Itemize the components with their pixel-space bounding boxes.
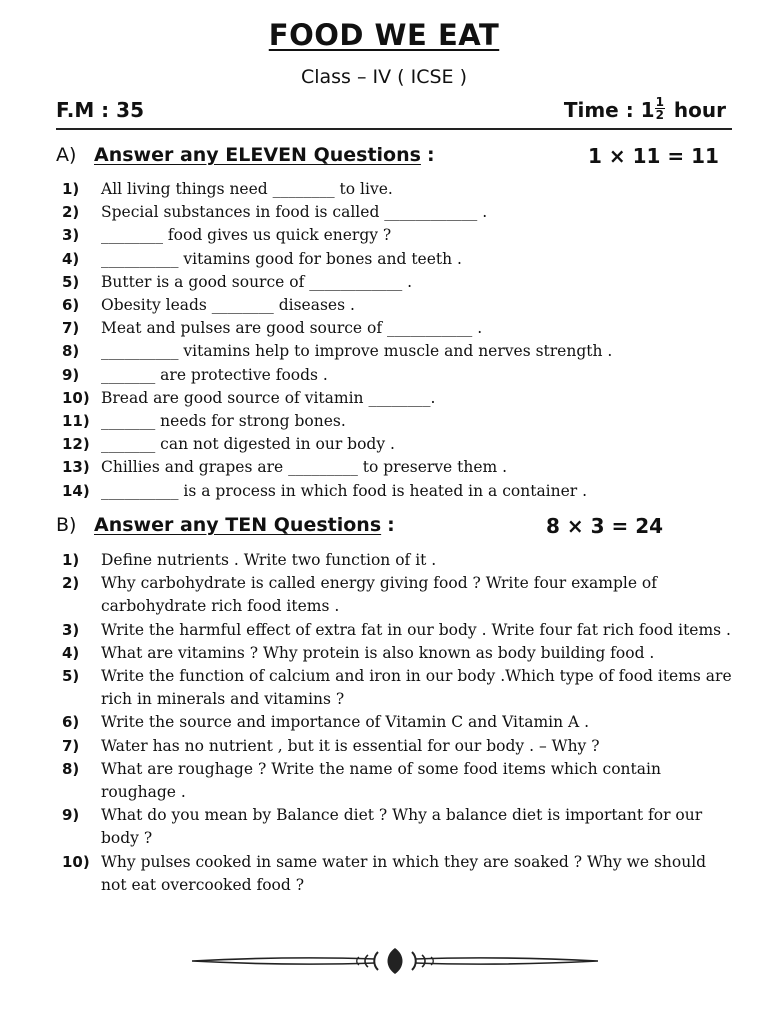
time-allowed: [563, 95, 726, 122]
section-a-questions: [56, 178, 732, 503]
class-line: Class – IV ( ICSE ): [300, 66, 468, 88]
question-text: Water has no nutrient , but it is essential for our body . – Why ?: [101, 736, 600, 755]
question-number: 5): [62, 667, 80, 686]
question-number: 9): [62, 365, 80, 384]
section-b-title: [94, 514, 395, 536]
question-number: 8): [62, 342, 80, 361]
question-item: [56, 619, 732, 642]
section-a-marks: 1 × 11 = 11: [588, 144, 719, 168]
section-a-title: [94, 144, 435, 166]
question-text: __________ vitamins good for bones and teeth .: [101, 249, 462, 268]
question-number: 9): [62, 806, 80, 825]
question-number: 1): [62, 551, 80, 569]
question-item: [56, 271, 732, 294]
time-fraction-denominator: 2: [655, 108, 664, 122]
question-item: [56, 642, 732, 665]
question-item: [56, 201, 732, 224]
question-item: [56, 248, 732, 271]
question-number: 6): [62, 713, 80, 732]
section-a-heading: [56, 144, 732, 172]
question-item: [56, 735, 732, 758]
question-number: 7): [62, 319, 80, 338]
question-number: 1): [62, 180, 80, 198]
question-text: What do you mean by Balance diet ? Why a balance diet is important for our body ?: [101, 806, 703, 848]
question-number: 12): [62, 435, 90, 454]
question-text: Why pulses cooked in same water in which they are soaked ? Why we should not eat overcooked food ?: [101, 852, 707, 894]
question-item: [56, 480, 732, 503]
time-label: Time : 1: [563, 98, 655, 122]
question-number: 3): [62, 620, 80, 639]
question-text: Obesity leads ________ diseases .: [101, 296, 355, 315]
full-marks: F.M : 35: [56, 98, 144, 122]
question-item: [56, 804, 732, 850]
section-b-heading: [56, 514, 732, 542]
question-text: Why carbohydrate is called energy giving food ? Write four example of carbohydrate rich food items .: [101, 574, 657, 616]
section-b-colon: :: [387, 514, 395, 536]
question-item: [56, 549, 732, 572]
section-a-colon: :: [426, 144, 435, 166]
question-number: 2): [62, 574, 80, 593]
question-text: Meat and pulses are good source of ___________ .: [101, 319, 483, 338]
question-item: [56, 758, 732, 804]
question-item: [56, 711, 732, 734]
section-b-questions: [56, 549, 732, 897]
question-number: 3): [62, 226, 80, 245]
time-fraction: [655, 96, 665, 121]
question-text: Butter is a good source of ____________ .: [101, 272, 413, 291]
question-text: Bread are good source of vitamin ________.: [101, 388, 436, 407]
section-a-title-text: Answer any ELEVEN Questions: [94, 144, 421, 166]
question-item: [56, 572, 732, 618]
question-item: [56, 294, 732, 317]
question-item: [56, 433, 732, 456]
question-item: [56, 410, 732, 433]
question-item: [56, 364, 732, 387]
question-number: 4): [62, 249, 80, 268]
question-item: [56, 178, 732, 201]
question-text: Write the source and importance of Vitamin C and Vitamin A .: [101, 713, 590, 732]
question-text: _______ can not digested in our body .: [101, 435, 395, 454]
question-number: 13): [62, 458, 90, 477]
question-text: ________ food gives us quick energy ?: [101, 226, 392, 245]
page-title: FOOD WE EAT: [268, 18, 500, 52]
question-text: __________ is a process in which food is heated in a container .: [101, 481, 588, 500]
question-item: [56, 851, 732, 897]
question-number: 14): [62, 481, 90, 500]
question-number: 11): [62, 412, 90, 431]
section-a-letter: A): [56, 144, 77, 166]
question-text: Define nutrients . Write two function of it .: [101, 551, 437, 569]
question-item: [56, 224, 732, 247]
header-divider: [56, 128, 732, 130]
question-text: _______ are protective foods .: [101, 365, 328, 384]
question-number: 10): [62, 852, 90, 871]
time-unit: hour: [673, 98, 726, 122]
question-number: 4): [62, 643, 80, 662]
question-item: [56, 665, 732, 711]
question-item: [56, 387, 732, 410]
question-item: [56, 340, 732, 363]
question-number: 8): [62, 759, 80, 778]
question-text: __________ vitamins help to improve muscle and nerves strength .: [101, 342, 613, 361]
meta-row: [56, 96, 732, 128]
question-number: 2): [62, 203, 80, 222]
question-number: 6): [62, 296, 80, 315]
section-b-title-text: Answer any TEN Questions: [94, 514, 382, 536]
question-item: [56, 317, 732, 340]
question-text: Write the function of calcium and iron in our body .Which type of food items are rich in minerals and vitamins ?: [101, 667, 732, 709]
section-b-marks: 8 × 3 = 24: [546, 514, 664, 538]
question-text: _______ needs for strong bones.: [101, 412, 346, 431]
question-text: Write the harmful effect of extra fat in our body . Write four fat rich food items .: [101, 620, 731, 639]
question-text: Special substances in food is called ____________ .: [101, 203, 488, 222]
question-text: What are roughage ? Write the name of some food items which contain roughage .: [101, 759, 661, 802]
question-number: 5): [62, 272, 80, 291]
question-text: All living things need ________ to live.: [101, 180, 393, 198]
question-text: What are vitamins ? Why protein is also known as body building food .: [101, 643, 655, 662]
section-b-letter: B): [56, 514, 77, 536]
time-fraction-numerator: 1: [655, 95, 664, 109]
question-text: Chillies and grapes are _________ to preserve them .: [101, 458, 508, 477]
question-item: [56, 456, 732, 479]
question-number: 10): [62, 388, 90, 407]
decorative-divider-icon: [190, 946, 600, 976]
question-number: 7): [62, 736, 80, 755]
